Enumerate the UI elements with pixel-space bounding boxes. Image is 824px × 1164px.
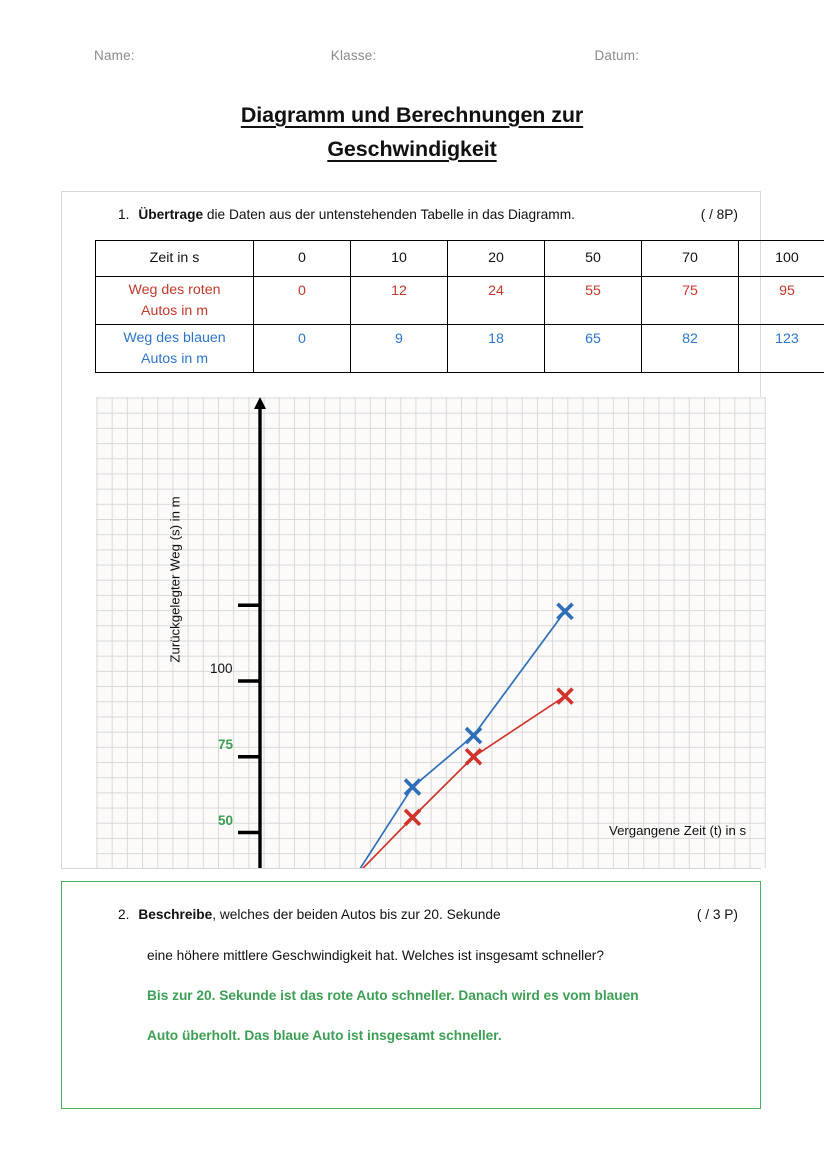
table-cell-blue-2: 18 — [448, 325, 545, 373]
table-header-blue-line-2: Autos in m — [140, 350, 209, 367]
y-axis-tick-label-100: 100 — [210, 661, 233, 676]
chart-y-axis-label: Zurückgelegter Weg (s) in m — [167, 496, 183, 663]
table-cell-time-3: 50 — [545, 241, 642, 277]
table-cell-red-3: 55 — [545, 277, 642, 325]
table-row-blue-car — [96, 325, 824, 373]
chart-plot-svg — [96, 397, 766, 868]
table-cell-time-1: 10 — [351, 241, 448, 277]
table-cell-red-0: 0 — [254, 277, 351, 325]
header-meta-row — [0, 48, 824, 63]
y-axis-tick-label-50: 50 — [218, 812, 234, 828]
page-title-line-1: Diagramm und Berechnungen zur — [240, 103, 584, 127]
table-cell-blue-5: 123 — [739, 325, 824, 373]
table-cell-red-5: 95 — [739, 277, 824, 325]
task-1-points: ( / 8P) — [700, 207, 738, 222]
task-2-card — [61, 881, 761, 1109]
task-2-number: 2. — [118, 907, 130, 922]
klasse-label: Klasse: — [330, 48, 377, 63]
table-cell-blue-4: 82 — [642, 325, 739, 373]
table-header-time: Zeit in s — [96, 241, 254, 277]
data-table — [95, 240, 824, 373]
table-header-red-line-2: Autos in m — [140, 302, 209, 319]
table-cell-time-4: 70 — [642, 241, 739, 277]
speed-chart — [96, 397, 766, 868]
chart-x-axis-label: Vergangene Zeit (t) in s — [609, 823, 747, 838]
task-1-instruction — [118, 207, 738, 222]
y-axis-tick-label-75: 75 — [218, 736, 234, 752]
task-2-instruction-line-2: eine höhere mittlere Geschwindigkeit hat. Welches ist insgesamt schneller? — [147, 948, 604, 963]
page-title — [0, 98, 824, 166]
table-row-time — [96, 241, 824, 277]
task-1-card — [61, 191, 799, 869]
table-cell-blue-3: 65 — [545, 325, 642, 373]
table-cell-blue-1: 9 — [351, 325, 448, 373]
table-header-red-car — [96, 277, 254, 325]
name-label: Name: — [94, 48, 135, 63]
datum-label: Datum: — [594, 48, 640, 63]
table-cell-red-2: 24 — [448, 277, 545, 325]
table-header-blue-car — [96, 325, 254, 373]
table-header-blue-line-1: Weg des blauen — [123, 329, 226, 346]
table-row-red-car — [96, 277, 824, 325]
table-cell-time-2: 20 — [448, 241, 545, 277]
table-cell-time-0: 0 — [254, 241, 351, 277]
task-2-points: ( / 3 P) — [696, 907, 738, 922]
table-cell-red-1: 12 — [351, 277, 448, 325]
table-cell-red-4: 75 — [642, 277, 739, 325]
task-2-answer-line-1: Bis zur 20. Sekunde ist das rote Auto schneller. Danach wird es vom blauen — [147, 988, 639, 1003]
task-2-verb: Beschreibe — [138, 907, 213, 922]
table-cell-time-5: 100 — [739, 241, 824, 277]
page-title-line-2: Geschwindigkeit — [327, 137, 497, 161]
task-2-text: , welches der beiden Autos bis zur 20. Sekunde — [212, 907, 501, 922]
task-1-number: 1. — [118, 207, 130, 222]
task-2-instruction — [118, 907, 738, 922]
table-cell-blue-0: 0 — [254, 325, 351, 373]
task-1-verb: Übertrage — [138, 207, 204, 222]
task-2-answer-line-2: Auto überholt. Das blaue Auto ist insgesamt schneller. — [147, 1028, 502, 1043]
table-header-red-line-1: Weg des roten — [128, 281, 221, 298]
task-1-text: die Daten aus der untenstehenden Tabelle in das Diagramm. — [203, 207, 575, 222]
